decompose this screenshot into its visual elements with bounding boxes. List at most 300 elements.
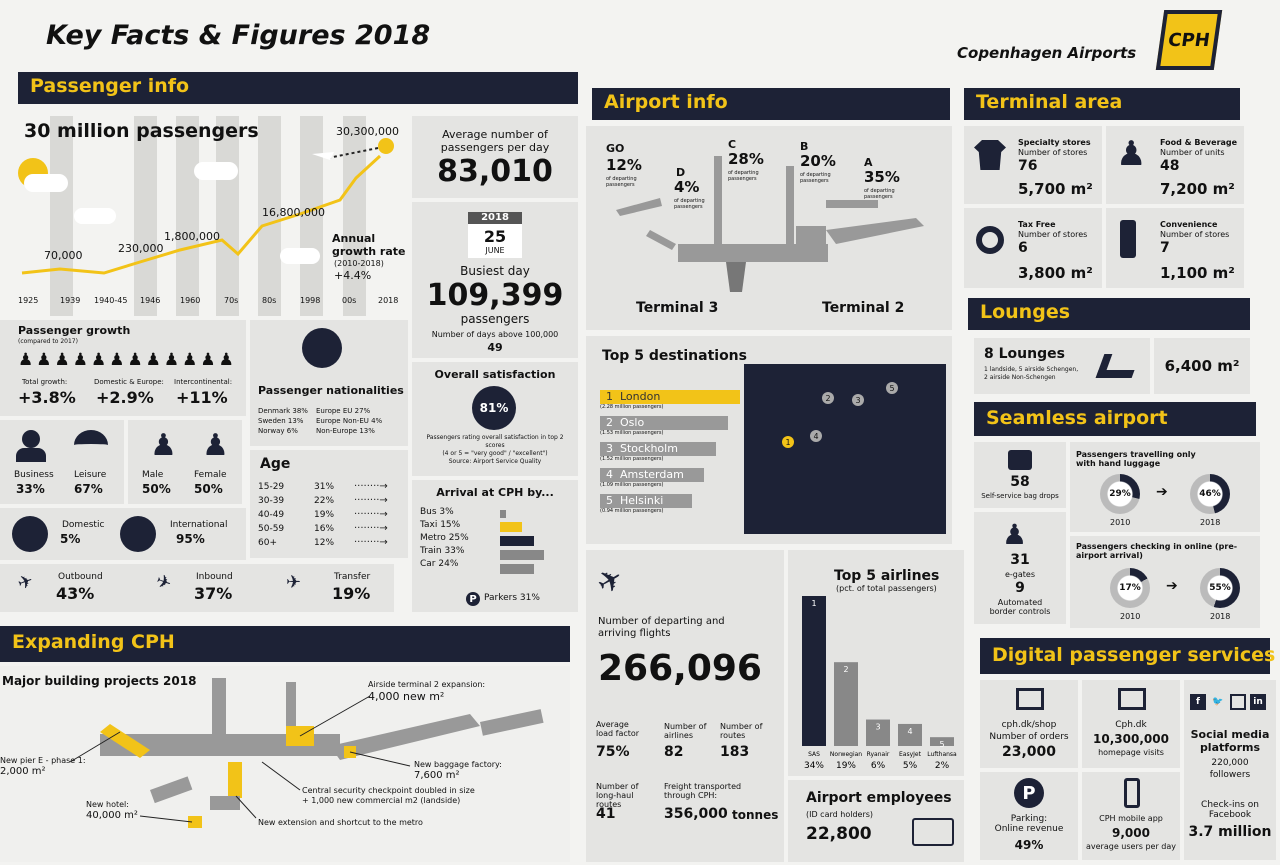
growth-rate-value: +4.4% — [334, 269, 372, 282]
timeline-card — [0, 116, 408, 316]
annotation-text: New extension and shortcut to the metro — [258, 818, 423, 827]
bus-bar — [500, 510, 506, 518]
flow-label: Transfer — [334, 572, 371, 582]
parking-icon: P — [1014, 778, 1044, 808]
passenger-info-header: Passenger info — [18, 72, 578, 104]
airline-name: Ryanair — [866, 751, 890, 758]
border-value: 9 — [1015, 580, 1025, 596]
arrival-card — [412, 480, 578, 612]
web-url: Cph.dk — [1115, 720, 1147, 730]
arrow-icon: ········→ — [354, 523, 388, 534]
nationalities-left — [258, 406, 308, 436]
timeline-label: 16,800,000 — [262, 206, 325, 219]
longhaul-value: 41 — [596, 806, 616, 822]
arrow-icon: ➔ — [1166, 578, 1178, 594]
pier-value: 20% — [800, 152, 836, 170]
parkers-label: Parkers 31% — [484, 593, 540, 603]
plane-icon: ✈ — [590, 560, 631, 603]
age-range: 40-49 — [258, 510, 285, 520]
busiest-day-label: Busiest day — [460, 264, 530, 278]
laptop-cart-icon — [1016, 688, 1044, 710]
social-followers-label: followers — [1209, 770, 1251, 780]
outbound-plane-icon: ✈ — [14, 570, 37, 595]
freight-unit: tonnes — [732, 808, 779, 822]
social-icons — [1190, 694, 1266, 710]
expanding-card — [0, 666, 570, 862]
age-range: 50-59 — [258, 524, 285, 534]
timeline-label: 70,000 — [44, 249, 83, 262]
purpose-card — [0, 420, 124, 504]
terminal-cell — [1106, 208, 1244, 288]
arrow-icon: ➔ — [1156, 484, 1168, 500]
destination-city: Amsterdam — [620, 468, 684, 481]
social-followers-value: 220,000 — [1211, 758, 1249, 768]
terminal-cell — [1106, 126, 1244, 204]
growth-item-value: +11% — [176, 388, 228, 407]
busiest-day-unit: passengers — [460, 312, 530, 326]
arrow-icon: ········→ — [354, 495, 388, 506]
gender-label: Male — [142, 470, 164, 480]
annotation-value: 4,000 new m² — [368, 690, 445, 703]
longhaul-label: Number of long-haul routes — [596, 782, 639, 809]
inbound-plane-icon: ✈ — [152, 570, 175, 595]
egates-value: 31 — [1010, 552, 1030, 568]
airlines-title: Top 5 airlines — [834, 568, 940, 584]
year-tick: 1940-45 — [94, 296, 128, 305]
online-checkin-title: Passengers checking in online (pre-airport arrival) — [1076, 542, 1238, 560]
airlines-chart — [788, 550, 964, 776]
growth-item-label: Domestic & Europe: — [94, 378, 164, 386]
destination-rank: 5 — [606, 494, 613, 507]
arrow-icon: ········→ — [354, 481, 388, 492]
bagdrops-value: 58 — [1010, 474, 1030, 490]
destination-bar — [600, 494, 692, 508]
airline-bar — [834, 662, 858, 746]
shop-orders-value: 23,000 — [1001, 744, 1057, 760]
growth-item-value: +2.9% — [96, 388, 154, 407]
online-2018-ring: 55% — [1200, 568, 1240, 608]
businessman-icon — [22, 430, 40, 448]
nationality-item: Sweden 13% — [258, 417, 304, 425]
lounges-header: Lounges — [968, 298, 1250, 330]
social-card — [1184, 680, 1276, 860]
terminal-label: Terminal 3 — [636, 300, 719, 316]
map-pin-london: 1 — [782, 436, 794, 448]
expanding-header: Expanding CPH — [0, 626, 570, 662]
flow-value: 43% — [56, 584, 95, 603]
twitter-icon: 🐦 — [1212, 697, 1224, 707]
shop-url: cph.dk/shop — [1001, 720, 1057, 730]
arrival-mode: Taxi 15% — [420, 520, 461, 530]
terminal-cell — [964, 208, 1102, 288]
smartphone-icon — [1124, 778, 1140, 808]
destination-note: (0.94 million passengers) — [600, 508, 664, 514]
bagdrops-label: Self-service bag drops — [981, 492, 1059, 500]
age-row — [258, 536, 404, 550]
social-title: Social media platforms — [1190, 728, 1270, 754]
age-row — [258, 508, 404, 522]
app-card — [1082, 772, 1180, 860]
growth-item-label: Intercontinental: — [174, 378, 233, 386]
year-tick: 80s — [262, 296, 277, 305]
annotation-value: 2,000 m² — [0, 766, 46, 777]
destination-rank: 4 — [606, 468, 613, 481]
cell-area: 5,700 m² — [1018, 180, 1093, 198]
satisfaction-note: Passengers rating overall satisfaction in top 2 scores — [426, 434, 564, 449]
cell-sub: Number of stores — [1160, 230, 1230, 239]
age-title: Age — [260, 456, 291, 472]
annotation-text: Central security checkpoint doubled in size — [302, 786, 475, 795]
cell-title: Convenience — [1160, 220, 1218, 229]
arrival-mode: Metro 25% — [420, 533, 469, 543]
terminal-area-header: Terminal area — [964, 88, 1240, 120]
busiest-day-card — [412, 202, 578, 358]
suitcase-icon — [1008, 450, 1032, 470]
nationalities-card — [250, 320, 408, 446]
year-tick: 1998 — [300, 296, 321, 305]
freight-value: 356,000 — [664, 806, 728, 822]
map-pin-stockholm: 3 — [852, 394, 864, 406]
year-tick: 1946 — [140, 296, 161, 305]
destination-rank: 1 — [606, 390, 613, 403]
terminal-cell — [964, 126, 1102, 204]
flight-stat-value: 183 — [720, 744, 750, 760]
parking-label: Parking: — [1010, 814, 1048, 824]
pier-value: 35% — [864, 168, 900, 186]
flight-stat-label: Average load factor — [596, 720, 640, 738]
nationalities-title: Passenger nationalities — [258, 384, 404, 397]
airline-rank: 2 — [843, 665, 849, 675]
destination-city: Stockholm — [620, 442, 678, 455]
egate-icon: ♟ — [1002, 518, 1028, 551]
cell-sub: Number of stores — [1018, 230, 1088, 239]
airline-bar — [802, 596, 826, 746]
flow-value: 19% — [332, 584, 371, 603]
airport-info-header: Airport info — [592, 88, 950, 120]
airlines-subtitle: (pct. of total passengers) — [836, 584, 937, 593]
timeline-label: 230,000 — [118, 242, 164, 255]
online-2010-ring: 17% — [1110, 568, 1150, 608]
age-value: 22% — [314, 496, 335, 506]
pier-value: 4% — [674, 178, 700, 196]
growth-item-value: +3.8% — [18, 388, 76, 407]
satisfaction-card — [412, 362, 578, 476]
male-icon: ♟ — [150, 428, 177, 463]
satisfaction-notes — [422, 434, 568, 466]
nationality-item: Non-Europe 13% — [316, 427, 375, 435]
nationality-item: Europe Non-EU 4% — [316, 417, 383, 425]
cell-count: 6 — [1018, 240, 1028, 256]
flight-stat-value: 82 — [664, 744, 684, 760]
destination-note: (1.52 million passengers) — [600, 456, 664, 462]
end-marker-icon — [378, 138, 394, 154]
airline-value-label: 2% — [934, 761, 950, 771]
age-card — [250, 450, 408, 558]
nationality-item: Norway 6% — [258, 427, 298, 435]
age-range: 60+ — [258, 538, 277, 548]
destination-bar — [600, 442, 716, 456]
terminal-label: Terminal 2 — [822, 300, 905, 316]
domestic-international-card — [0, 508, 246, 560]
annotation-value: + 1,000 new commercial m2 (landside) — [302, 796, 461, 805]
lounges-area: 6,400 m² — [1154, 338, 1250, 394]
airline-value-label: 19% — [835, 761, 857, 771]
calendar-day: 25 — [483, 227, 507, 246]
passenger-growth-card — [0, 320, 246, 416]
pier-note: of departing passengers — [800, 172, 831, 184]
annotation-text: New pier E - phase 1: — [0, 756, 86, 765]
cell-title: Tax Free — [1018, 220, 1056, 229]
globe-icon — [120, 516, 156, 552]
checkins-label: Check-ins on Facebook — [1201, 800, 1259, 820]
days-above-value: 49 — [487, 341, 503, 354]
airline-rank: 5 — [939, 740, 945, 750]
car-bar — [500, 564, 534, 574]
headline: 30 million passengers — [24, 120, 259, 142]
hand-luggage-2010-ring: 29% — [1100, 474, 1140, 514]
cell-area: 1,100 m² — [1160, 264, 1235, 282]
digital-header: Digital passenger services — [980, 638, 1270, 674]
calendar-month: JUNE — [485, 246, 505, 255]
international-label: International — [170, 520, 228, 530]
airline-name: Lufthansa — [927, 751, 957, 758]
waiter-icon: ♟ — [1116, 134, 1147, 174]
cell-title: Specialty stores — [1018, 138, 1091, 147]
lounges-note: 2 airside Non-Schengen — [984, 374, 1056, 381]
parking-sub: Online revenue — [994, 824, 1064, 834]
lounges-notes — [984, 366, 1078, 382]
days-above-label: Number of days above 100,000 — [431, 330, 559, 339]
perfume-icon — [976, 226, 1004, 254]
cell-sub: Number of stores — [1018, 148, 1088, 157]
destination-note: (1.53 million passengers) — [600, 430, 664, 436]
web-visits-label: homepage visits — [1098, 748, 1164, 757]
pier-note: of departing passengers — [606, 176, 637, 188]
egates-label: e-gates — [1004, 570, 1035, 579]
growth-rate-title: Annual growth rate — [332, 232, 406, 258]
cell-count: 7 — [1160, 240, 1170, 256]
app-label: CPH mobile app — [1099, 814, 1163, 823]
flow-card — [0, 564, 394, 612]
parking-card — [980, 772, 1078, 860]
cell-area: 7,200 m² — [1160, 180, 1235, 198]
calendar-year: 2018 — [481, 212, 509, 223]
destinations-card — [586, 336, 952, 544]
monitor-user-icon — [1118, 688, 1146, 710]
umbrella-icon — [74, 430, 108, 460]
airline-rank: 3 — [875, 722, 881, 732]
egates-card — [974, 512, 1066, 624]
purpose-value: 67% — [74, 482, 103, 496]
cell-count: 48 — [1160, 158, 1180, 174]
destinations-title: Top 5 destinations — [602, 348, 747, 364]
pier-note: of departing passengers — [864, 188, 895, 200]
online-checkin-card — [1070, 536, 1260, 628]
lounge-chair-icon — [1096, 354, 1141, 378]
satisfaction-note: (4 or 5 = "very good" / "excellent") — [442, 450, 548, 457]
satisfaction-badge: 81% — [472, 386, 516, 430]
map-pin-oslo: 2 — [822, 392, 834, 404]
freight-label: Freight transported through CPH: — [664, 782, 742, 800]
lounges-title: 8 Lounges — [984, 346, 1065, 362]
flight-stat-value: 75% — [596, 744, 630, 760]
destination-city: London — [620, 390, 661, 403]
transfer-plane-icon: ✈ — [286, 572, 302, 593]
lounges-card — [974, 338, 1150, 394]
map-pin-amsterdam: 4 — [810, 430, 822, 442]
flight-stat-label: Number of routes — [720, 722, 763, 740]
destination-note: (1.09 million passengers) — [600, 482, 664, 488]
pier-value: 12% — [606, 156, 642, 174]
pier-value: 28% — [728, 150, 764, 168]
gender-value: 50% — [142, 482, 171, 496]
arrival-modes — [420, 506, 469, 571]
shop-card — [980, 680, 1078, 768]
lounges-note: 1 landside, 5 airside Schengen, — [984, 366, 1079, 373]
flow-label: Inbound — [196, 572, 233, 582]
flow-value: 37% — [194, 584, 233, 603]
tshirt-icon — [974, 140, 1006, 170]
year-tick: 1925 — [18, 296, 39, 305]
busiest-day-value: 109,399 — [426, 278, 564, 313]
europe-map — [744, 364, 946, 534]
page-title: Key Facts & Figures 2018 — [46, 20, 431, 51]
train-bar — [500, 550, 544, 560]
arrival-mode: Car 24% — [420, 559, 459, 569]
nationalities-right — [316, 406, 382, 436]
growth-line — [0, 116, 408, 316]
age-row — [258, 522, 404, 536]
hand-luggage-from-year: 2010 — [1110, 518, 1131, 527]
map-pin-helsinki: 5 — [886, 382, 898, 394]
facebook-icon: f — [1190, 694, 1206, 710]
age-value: 12% — [314, 538, 335, 548]
age-range: 15-29 — [258, 482, 285, 492]
seamless-header: Seamless airport — [974, 402, 1256, 436]
id-card-icon — [912, 818, 954, 846]
hand-luggage-to-year: 2018 — [1200, 518, 1221, 527]
online-from-year: 2010 — [1120, 612, 1141, 621]
annotation-value: 40,000 m² — [86, 810, 138, 821]
avg-per-day-label: Average number of passengers per day — [440, 128, 550, 154]
domestic-value: 5% — [60, 532, 81, 546]
destination-city: Helsinki — [620, 494, 664, 507]
hand-luggage-title: Passengers travelling only with hand luggage — [1076, 450, 1196, 468]
airline-value-label: 34% — [803, 761, 825, 771]
airline-rank: 1 — [811, 599, 817, 608]
cell-sub: Number of units — [1160, 148, 1225, 157]
web-visits-value: 10,300,000 — [1093, 732, 1169, 746]
airline-name: EasyJet — [899, 751, 921, 758]
employees-value: 22,800 — [806, 824, 872, 844]
arrival-title: Arrival at CPH by... — [436, 486, 554, 499]
pier-name: D — [676, 166, 686, 179]
web-card — [1082, 680, 1180, 768]
age-row — [258, 494, 404, 508]
nationality-item: Europe EU 27% — [316, 407, 371, 415]
year-tick: 70s — [224, 296, 239, 305]
arrow-icon: ········→ — [354, 509, 388, 520]
destination-bar — [600, 416, 728, 430]
purpose-label: Business — [14, 470, 54, 480]
timeline-label: 30,300,000 — [336, 125, 399, 138]
employees-card — [788, 780, 964, 862]
annotation-text: New baggage factory: — [414, 760, 502, 769]
pier-name: GO — [606, 142, 625, 155]
year-tick: 00s — [342, 296, 357, 305]
hand-luggage-2018-ring: 46% — [1190, 474, 1230, 514]
logo-mark: CPH — [1156, 10, 1222, 70]
airline-rank: 4 — [907, 726, 913, 736]
flow-label: Outbound — [58, 572, 103, 582]
age-range: 30-39 — [258, 496, 285, 506]
people-icons: ♟♟♟♟♟♟♟♟♟♟♟♟ — [18, 350, 237, 370]
terminal-map-card — [586, 126, 952, 330]
app-value: 9,000 — [1112, 826, 1150, 840]
year-tick: 1939 — [60, 296, 81, 305]
female-icon: ♟ — [202, 428, 229, 463]
year-tick: 1960 — [180, 296, 201, 305]
avg-per-day-value: 83,010 — [437, 154, 553, 189]
gender-value: 50% — [194, 482, 223, 496]
age-value: 19% — [314, 510, 335, 520]
expanding-title: Major building projects 2018 — [2, 674, 197, 688]
destination-bar — [600, 390, 740, 404]
age-value: 31% — [314, 482, 335, 492]
cell-title: Food & Beverage — [1160, 138, 1238, 147]
nationality-item: Denmark 38% — [258, 407, 308, 415]
avg-per-day-card — [412, 116, 578, 198]
satisfaction-title: Overall satisfaction — [434, 368, 556, 381]
checkins-value: 3.7 million — [1188, 824, 1272, 840]
airline-value-label: 6% — [870, 761, 886, 771]
purpose-label: Leisure — [74, 470, 107, 480]
destination-note: (2.28 million passengers) — [600, 404, 664, 410]
destination-rank: 3 — [606, 442, 613, 455]
arrow-icon: ········→ — [354, 537, 388, 548]
pier-name: A — [864, 156, 873, 169]
parking-value: 49% — [1014, 838, 1044, 852]
app-sub: average users per day — [1086, 842, 1176, 851]
satisfaction-note: Source: Airport Service Quality — [448, 458, 542, 465]
growth-note: (compared to 2017) — [18, 338, 78, 345]
pier-note: of departing passengers — [728, 170, 759, 182]
international-value: 95% — [176, 532, 205, 546]
cell-count: 76 — [1018, 158, 1038, 174]
timeline-label: 1,800,000 — [164, 230, 220, 243]
age-row — [258, 480, 404, 494]
pier-name: C — [728, 138, 737, 151]
gender-card — [128, 420, 242, 504]
destination-rank: 2 — [606, 416, 613, 429]
cell-area: 3,800 m² — [1018, 264, 1093, 282]
border-label: Automated border controls — [989, 598, 1051, 616]
businessman-body — [16, 448, 46, 462]
airline-name: Norwegian — [829, 751, 863, 758]
bagdrop-card — [974, 442, 1066, 508]
globe-icon — [302, 328, 342, 368]
logo-name: Copenhagen Airports — [957, 44, 1137, 62]
flight-stat-label: Number of airlines — [664, 722, 707, 740]
parking-icon: P — [466, 592, 480, 606]
pier-name: B — [800, 140, 809, 153]
flights-card — [586, 550, 784, 862]
age-table — [258, 480, 404, 550]
growth-rate-period: (2010-2018) — [334, 259, 384, 268]
flights-value: 266,096 — [598, 648, 762, 689]
annotation-text: Airside terminal 2 expansion: — [368, 680, 486, 689]
employees-note: (ID card holders) — [806, 810, 874, 819]
